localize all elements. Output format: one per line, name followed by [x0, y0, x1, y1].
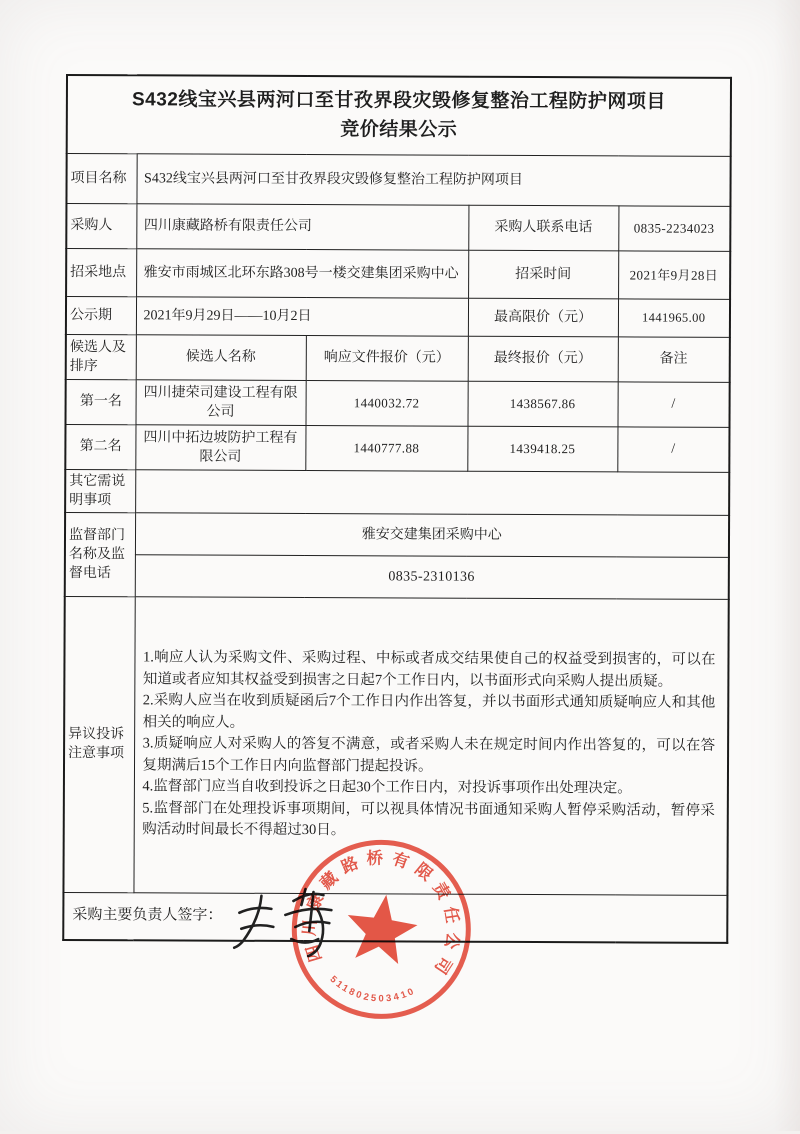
- candidate-rank: 第一名: [65, 379, 135, 424]
- candidate-rank: 第二名: [65, 424, 135, 469]
- title-line-1: S432线宝兴县两河口至甘孜界段灾毁修复整治工程防护网项目: [131, 89, 666, 113]
- location-value: 雅安市雨城区北环东路308号一楼交建集团采购中心: [136, 248, 468, 297]
- objection-item-5: 5.监督部门在处理投诉事项期间，可以视具体情况书面通知采购人暂停采购活动，暂停采购活动时间最长不得超过30日。: [142, 800, 715, 839]
- document-title: [67, 75, 731, 156]
- candidate-remark: /: [617, 381, 729, 426]
- col-header-name: 候选人名称: [136, 334, 306, 380]
- max-price-value: 1441965.00: [618, 298, 730, 336]
- signature-label: 采购主要负责人签字：: [72, 907, 223, 924]
- candidate-row-2: [65, 424, 729, 472]
- objection-item-2: 2.采购人应当在收到质疑函后7个工作日内作出答复，并以书面形式通知质疑响应人和其他相关的响应人。: [142, 692, 716, 731]
- objection-item-1: 1.响应人认为采购文件、采购过程、中标或者成交结果使自己的权益受到损害的，可以在知道或者应知其权益受到损害之日起7个工作日内，以书面形式向采购人提出质疑。: [142, 649, 716, 690]
- supervision-label: 监督部门名称及监督电话: [65, 512, 135, 596]
- col-header-doc-price: 响应文件报价（元）: [306, 335, 468, 381]
- other-notes-value: [135, 469, 729, 515]
- candidate-name: 四川中拓边坡防护工程有限公司: [135, 424, 305, 470]
- supervision-phone: 0835-2310136: [135, 554, 729, 599]
- candidate-doc-price: 1440777.88: [305, 425, 467, 471]
- time-value: 2021年9月28日: [618, 250, 730, 298]
- stamp-star-icon: [342, 890, 421, 966]
- candidate-row-1: [65, 379, 729, 427]
- company-seal-stamp: [274, 822, 489, 1037]
- objection-item-4: 4.监督部门应当自收到投诉之日起30个工作日内，对投诉事项作出处理决定。: [142, 778, 632, 797]
- purchaser-phone-value: 0835-2234023: [618, 205, 730, 250]
- candidate-doc-price: 1440032.72: [305, 380, 467, 426]
- time-label: 招采时间: [468, 250, 618, 299]
- title-line-2: 竞价结果公示: [340, 119, 458, 141]
- location-label: 招采地点: [66, 248, 136, 296]
- candidate-name: 四川捷荣司建设工程有限公司: [135, 379, 305, 425]
- publicity-label: 公示期: [66, 296, 136, 334]
- project-name-label: 项目名称: [66, 153, 136, 203]
- candidate-remark: /: [617, 426, 729, 471]
- objection-label: 异议投诉注意事项: [63, 596, 134, 892]
- objection-item-3: 3.质疑响应人对采购人的答复不满意，或者采购人未在规定时间内作出答复的，可以在答复期满后15个工作日内向监督部门提起投诉。: [142, 735, 716, 775]
- seal-company-name: 四川康藏路桥有限责任公司: [300, 849, 463, 984]
- col-header-remark: 备注: [618, 336, 730, 381]
- purchaser-label: 采购人: [66, 203, 136, 248]
- candidate-final-price: 1439418.25: [467, 426, 617, 472]
- purchaser-phone-label: 采购人联系电话: [468, 205, 618, 251]
- supervision-name: 雅安交建集团采购中心: [135, 512, 729, 557]
- other-notes-label: 其它需说明事项: [65, 469, 135, 512]
- purchaser-value: 四川康藏路桥有限责任公司: [136, 203, 468, 249]
- project-name-value: S432线宝兴县两河口至甘孜界段灾毁修复整治工程防护网项目: [136, 153, 730, 206]
- announcement-table: [62, 74, 732, 944]
- col-header-rank: 候选人及排序: [66, 334, 136, 379]
- candidate-final-price: 1438567.86: [467, 381, 617, 427]
- publicity-value: 2021年9月29日——10月2日: [136, 296, 468, 335]
- col-header-final-price: 最终报价（元）: [468, 336, 618, 382]
- max-price-label: 最高限价（元）: [468, 298, 618, 337]
- seal-registration-number: 511802503410: [327, 973, 418, 1005]
